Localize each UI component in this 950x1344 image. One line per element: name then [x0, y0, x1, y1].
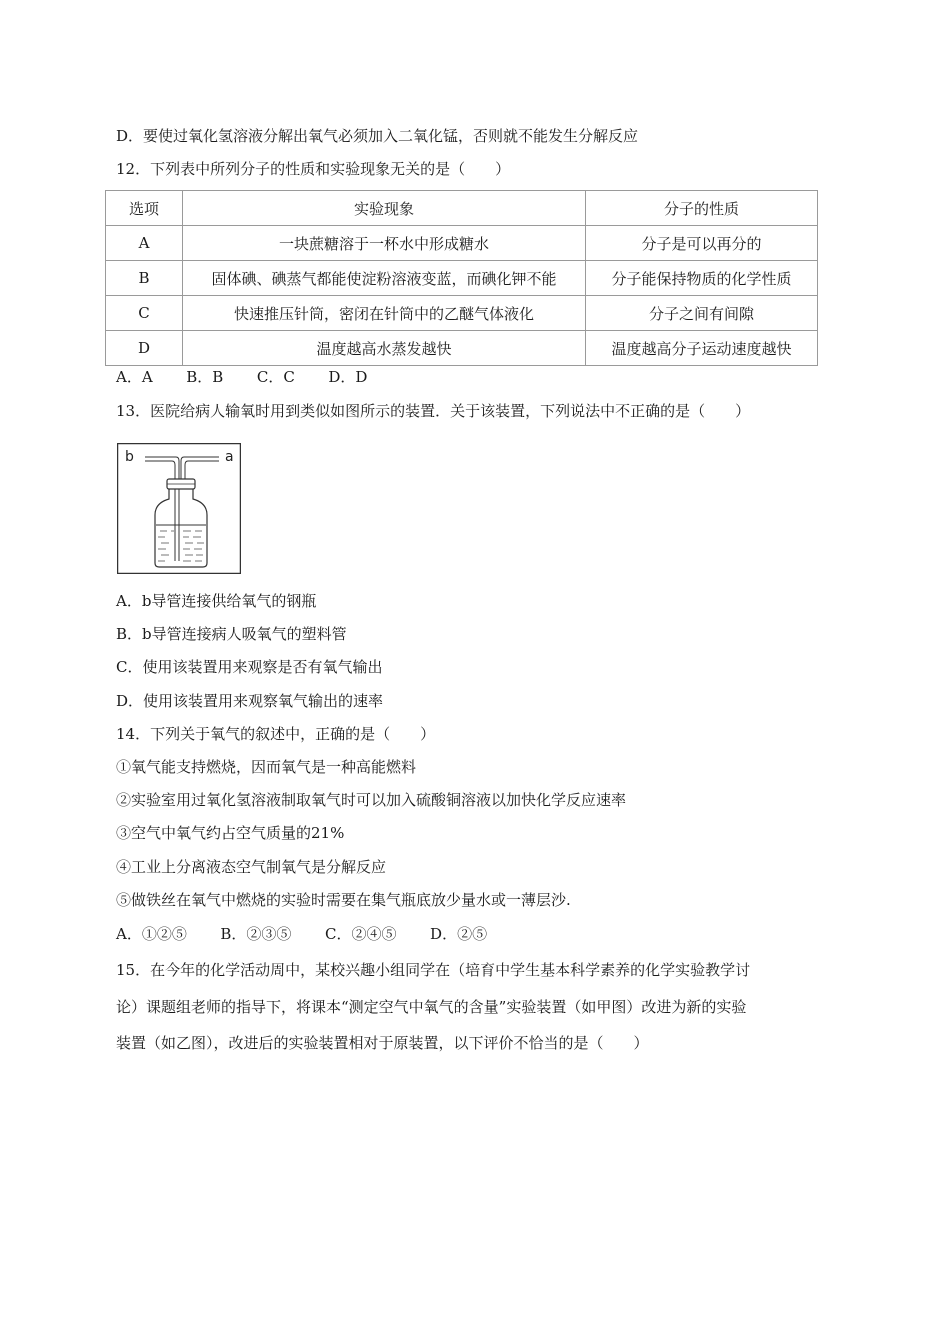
choice-b[interactable]: B．B [186, 368, 224, 386]
choice-b[interactable]: B．②③⑤ [220, 925, 292, 943]
table-cell: 温度越高水蒸发越快 [183, 331, 586, 366]
tube-label-a: a [225, 449, 234, 465]
q13-option-b[interactable]: B．b导管连接病人吸氧气的塑料管 [116, 625, 347, 643]
q14-statement-3: ③空气中氧气约占空气质量的21% [116, 824, 345, 842]
table-cell: C [106, 296, 183, 331]
q12-table [105, 190, 818, 366]
table-header-cell: 实验现象 [183, 191, 586, 226]
table-row [106, 261, 818, 296]
table-header-row [106, 191, 818, 226]
choice-d[interactable]: D．D [328, 368, 368, 386]
choice-d[interactable]: D．②⑤ [430, 925, 488, 943]
table-cell: 分子之间有间隙 [586, 296, 818, 331]
table-cell: 分子是可以再分的 [586, 226, 818, 261]
choice-c[interactable]: C．②④⑤ [325, 925, 397, 943]
q13-option-a[interactable]: A．b导管连接供给氧气的钢瓶 [116, 592, 317, 610]
q13-option-d[interactable]: D．使用该装置用来观察氧气输出的速率 [116, 692, 384, 710]
q15-stem-line-2: 论）课题组老师的指导下，将课本“测定空气中氧气的含量”实验装置（如甲图）改进为新的实验 [116, 998, 747, 1016]
choice-a[interactable]: A．①②⑤ [116, 925, 187, 943]
q15-stem-line-3: 装置（如乙图），改进后的实验装置相对于原装置，以下评价不恰当的是（ ） [116, 1034, 649, 1052]
q14-choices [116, 924, 487, 944]
table-cell: 一块蔗糖溶于一杯水中形成糖水 [183, 226, 586, 261]
table-cell: 分子能保持物质的化学性质 [586, 261, 818, 296]
table-row [106, 296, 818, 331]
table-cell: 固体碘、碘蒸气都能使淀粉溶液变蓝，而碘化钾不能 [183, 261, 586, 296]
table-header-cell: 选项 [106, 191, 183, 226]
tube-label-b: b [125, 449, 134, 465]
q12-choices [116, 367, 367, 387]
q11-option-d: D．要使过氧化氢溶液分解出氧气必须加入二氧化锰，否则就不能发生分解反应 [116, 127, 639, 145]
q14-statement-2: ②实验室用过氧化氢溶液制取氧气时可以加入硫酸铜溶液以加快化学反应速率 [116, 791, 627, 809]
table-header-cell: 分子的性质 [586, 191, 818, 226]
table-cell: 快速推压针筒，密闭在针筒中的乙醚气体液化 [183, 296, 586, 331]
table-cell: D [106, 331, 183, 366]
choice-a[interactable]: A．A [116, 368, 153, 386]
gas-washing-bottle-figure [117, 443, 241, 574]
q14-statement-1: ①氧气能支持燃烧，因而氧气是一种高能燃料 [116, 758, 417, 776]
q14-statement-5: ⑤做铁丝在氧气中燃烧的实验时需要在集气瓶底放少量水或一薄层沙. [116, 891, 571, 909]
table-cell: 温度越高分子运动速度越快 [586, 331, 818, 366]
choice-c[interactable]: C．C [256, 368, 295, 386]
table-cell: A [106, 226, 183, 261]
q14-stem: 14．下列关于氧气的叙述中，正确的是（ ） [116, 725, 436, 743]
q14-statement-4: ④工业上分离液态空气制氧气是分解反应 [116, 858, 387, 876]
table-cell: B [106, 261, 183, 296]
q13-option-c[interactable]: C．使用该装置用来观察是否有氧气输出 [116, 658, 383, 676]
table-row [106, 226, 818, 261]
q12-stem: 12．下列表中所列分子的性质和实验现象无关的是（ ） [116, 160, 511, 178]
q13-stem: 13．医院给病人输氧时用到类似如图所示的装置．关于该装置，下列说法中不正确的是（ ） [116, 402, 751, 420]
table-row [106, 331, 818, 366]
q15-stem-line-1: 15．在今年的化学活动周中，某校兴趣小组同学在（培育中学生基本科学素养的化学实验教学讨 [116, 961, 751, 979]
